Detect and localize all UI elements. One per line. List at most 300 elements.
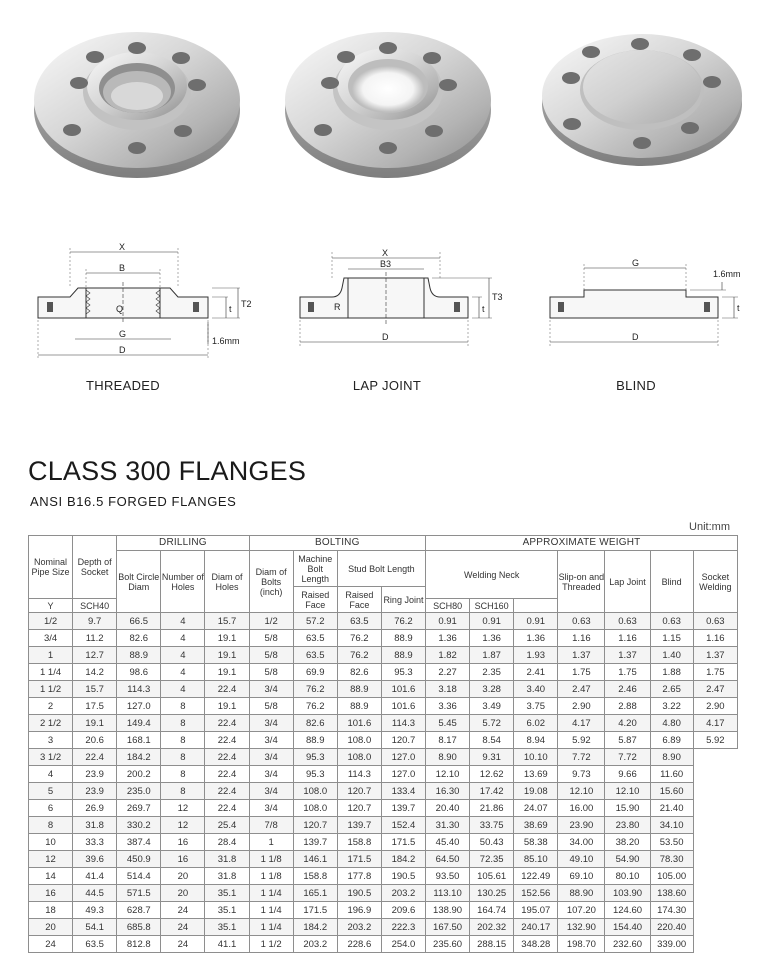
cell-wn-sch80: 9.31 [470,749,514,766]
cell-lap-joint-weight: 1.75 [605,664,650,681]
cell-nominal-size: 2 1/2 [29,715,73,732]
cell-stud-ring: 101.6 [381,698,425,715]
cell-wn-sch160: 38.69 [514,817,558,834]
cell-nominal-size: 5 [29,783,73,800]
cell-wn-sch80: 3.49 [470,698,514,715]
lap-joint-drawing [300,252,492,348]
cell-stud-raised: 108.0 [337,749,381,766]
cell-machine-bolt: 76.2 [293,698,337,715]
cell-hole-diam: 19.1 [205,630,249,647]
cell-blind-weight: 339.00 [650,936,693,953]
header-ring-joint: Ring Joint [381,587,425,613]
cell-stud-ring: 76.2 [381,613,425,630]
cell-stud-ring: 171.5 [381,834,425,851]
cell-wn-sch40: 16.30 [426,783,470,800]
cell-socket-depth: 63.5 [73,936,117,953]
cell-wn-sch160: 122.49 [514,868,558,885]
cell-wn-sch40: 31.30 [426,817,470,834]
cell-socket-depth: 44.5 [73,885,117,902]
cell-slip-on-weight: 132.90 [558,919,605,936]
cell-nominal-size: 4 [29,766,73,783]
cell-bolt-diam: 1 1/4 [249,885,293,902]
cell-lap-joint-weight: 54.90 [605,851,650,868]
header-number-of-holes: Number of Holes [161,551,205,613]
table-row [29,749,738,766]
cell-slip-on-weight: 1.75 [558,664,605,681]
cell-socket-weight: 5.92 [693,732,737,749]
cell-slip-on-weight: 1.16 [558,630,605,647]
cell-blind-weight: 21.40 [650,800,693,817]
cell-lap-joint-weight: 12.10 [605,783,650,800]
cell-lap-joint-weight: 80.10 [605,868,650,885]
dim-g: G [632,258,640,268]
cell-socket-depth: 54.1 [73,919,117,936]
cell-socket-weight: 1.75 [693,664,737,681]
cell-socket-weight: 0.63 [693,613,737,630]
cell-socket-weight: 2.90 [693,698,737,715]
cell-lap-joint-weight: 9.66 [605,766,650,783]
cell-machine-bolt: 88.9 [293,732,337,749]
cell-socket-depth: 22.4 [73,749,117,766]
cell-socket-weight: 2.47 [693,681,737,698]
page-title: CLASS 300 FLANGES [28,456,307,486]
cell-stud-raised: 88.9 [337,681,381,698]
cell-wn-sch40: 5.45 [426,715,470,732]
header-welding-neck: Welding Neck [426,551,558,599]
blind-drawing [550,264,738,348]
cell-wn-sch40: 235.60 [426,936,470,953]
cell-bolt-circle: 184.2 [117,749,161,766]
cell-stud-raised: 228.6 [337,936,381,953]
cell-wn-sch80: 1.36 [470,630,514,647]
cell-lap-joint-weight: 15.90 [605,800,650,817]
cell-blind-weight: 15.60 [650,783,693,800]
cell-hole-count: 24 [161,936,205,953]
blind-flange-photo [542,34,742,166]
cell-lap-joint-weight: 5.87 [605,732,650,749]
cell-wn-sch80: 72.35 [470,851,514,868]
cell-wn-sch40: 1.82 [426,647,470,664]
cell-slip-on-weight: 107.20 [558,902,605,919]
threaded-drawing [38,248,240,360]
cell-lap-joint-weight: 38.20 [605,834,650,851]
table-row [29,834,738,851]
cell-lap-joint-weight: 1.16 [605,630,650,647]
cell-wn-sch40: 3.18 [426,681,470,698]
table-row [29,902,738,919]
cell-machine-bolt: 108.0 [293,800,337,817]
cell-hole-diam: 35.1 [205,919,249,936]
table-row [29,800,738,817]
cell-wn-sch160: 19.08 [514,783,558,800]
cell-stud-ring: 209.6 [381,902,425,919]
cell-stud-ring: 127.0 [381,766,425,783]
table-row [29,868,738,885]
cell-bolt-diam: 1 1/8 [249,868,293,885]
cell-lap-joint-weight: 4.20 [605,715,650,732]
header-y: Y [29,599,73,613]
dim-x: X [382,248,389,258]
cell-socket-depth: 23.9 [73,766,117,783]
cell-nominal-size: 1/2 [29,613,73,630]
cell-wn-sch80: 164.74 [470,902,514,919]
cell-wn-sch160: 3.40 [514,681,558,698]
table-row [29,613,738,630]
cell-stud-raised: 120.7 [337,800,381,817]
cell-hole-count: 4 [161,647,205,664]
cell-wn-sch80: 1.87 [470,647,514,664]
cell-bolt-diam: 1 1/8 [249,851,293,868]
cell-wn-sch160: 10.10 [514,749,558,766]
header-bolting: BOLTING [249,536,425,551]
cell-bolt-circle: 571.5 [117,885,161,902]
cell-wn-sch160: 6.02 [514,715,558,732]
cell-slip-on-weight: 16.00 [558,800,605,817]
cell-lap-joint-weight: 23.80 [605,817,650,834]
cell-slip-on-weight: 2.90 [558,698,605,715]
cell-socket-weight: 4.17 [693,715,737,732]
cell-machine-bolt: 108.0 [293,783,337,800]
cell-socket-weight [693,800,737,817]
label-lap-joint: LAP JOINT [352,378,422,393]
table-row [29,681,738,698]
cell-stud-raised: 177.8 [337,868,381,885]
cell-wn-sch160: 24.07 [514,800,558,817]
cell-stud-ring: 127.0 [381,749,425,766]
table-row [29,817,738,834]
cell-slip-on-weight: 0.63 [558,613,605,630]
cell-machine-bolt: 63.5 [293,647,337,664]
cell-bolt-circle: 98.6 [117,664,161,681]
cell-hole-diam: 15.7 [205,613,249,630]
cell-wn-sch160: 0.91 [514,613,558,630]
lap-joint-flange-photo [285,32,491,178]
cell-slip-on-weight: 198.70 [558,936,605,953]
cell-wn-sch40: 8.90 [426,749,470,766]
cell-socket-depth: 12.7 [73,647,117,664]
table-row [29,630,738,647]
cell-blind-weight: 220.40 [650,919,693,936]
cell-stud-raised: 76.2 [337,647,381,664]
cell-socket-weight [693,902,737,919]
cell-wn-sch160: 240.17 [514,919,558,936]
cell-machine-bolt: 82.6 [293,715,337,732]
cell-nominal-size: 3 1/2 [29,749,73,766]
cell-socket-depth: 26.9 [73,800,117,817]
cell-socket-weight [693,885,737,902]
cell-slip-on-weight: 49.10 [558,851,605,868]
cell-bolt-circle: 685.8 [117,919,161,936]
cell-wn-sch80: 2.35 [470,664,514,681]
cell-blind-weight: 11.60 [650,766,693,783]
cell-hole-diam: 22.4 [205,681,249,698]
cell-nominal-size: 1 [29,647,73,664]
cell-wn-sch80: 33.75 [470,817,514,834]
cell-slip-on-weight: 7.72 [558,749,605,766]
dim-t: t [229,304,232,314]
cell-hole-count: 4 [161,681,205,698]
cell-stud-ring: 139.7 [381,800,425,817]
cell-hole-diam: 19.1 [205,647,249,664]
header-sch40: SCH40 [73,599,117,613]
cell-machine-bolt: 57.2 [293,613,337,630]
cell-nominal-size: 10 [29,834,73,851]
cell-nominal-size: 12 [29,851,73,868]
cell-bolt-diam: 5/8 [249,698,293,715]
cell-machine-bolt: 120.7 [293,817,337,834]
cell-machine-bolt: 63.5 [293,630,337,647]
cell-wn-sch40: 64.50 [426,851,470,868]
dim-g: G [119,329,127,339]
cell-nominal-size: 3/4 [29,630,73,647]
header-machine-raised-face: Raised Face [293,587,337,613]
cell-bolt-diam: 1 1/4 [249,902,293,919]
flange-type-labels [0,378,768,396]
cell-machine-bolt: 95.3 [293,766,337,783]
cell-slip-on-weight: 4.17 [558,715,605,732]
cell-slip-on-weight: 34.00 [558,834,605,851]
header-lap-joint: Lap Joint [605,551,650,613]
cell-stud-ring: 184.2 [381,851,425,868]
cell-stud-ring: 95.3 [381,664,425,681]
cell-blind-weight: 53.50 [650,834,693,851]
cell-wn-sch40: 1.36 [426,630,470,647]
cell-slip-on-weight: 1.37 [558,647,605,664]
cell-hole-diam: 35.1 [205,902,249,919]
cell-hole-diam: 22.4 [205,783,249,800]
cell-socket-depth: 14.2 [73,664,117,681]
cell-lap-joint-weight: 0.63 [605,613,650,630]
cell-blind-weight: 1.88 [650,664,693,681]
cell-hole-diam: 41.1 [205,936,249,953]
cell-hole-diam: 35.1 [205,885,249,902]
cell-nominal-size: 14 [29,868,73,885]
cell-nominal-size: 24 [29,936,73,953]
cell-socket-depth: 15.7 [73,681,117,698]
cell-bolt-diam: 3/4 [249,766,293,783]
cell-socket-depth: 11.2 [73,630,117,647]
cell-hole-count: 16 [161,851,205,868]
cell-wn-sch80: 288.15 [470,936,514,953]
cell-bolt-diam: 1 1/4 [249,919,293,936]
cell-wn-sch40: 3.36 [426,698,470,715]
flange-spec-table [28,535,738,953]
cell-lap-joint-weight: 2.88 [605,698,650,715]
cell-machine-bolt: 165.1 [293,885,337,902]
cell-slip-on-weight: 23.90 [558,817,605,834]
cell-hole-diam: 22.4 [205,715,249,732]
cell-nominal-size: 18 [29,902,73,919]
cell-wn-sch160: 152.56 [514,885,558,902]
cell-hole-diam: 28.4 [205,834,249,851]
cell-bolt-circle: 200.2 [117,766,161,783]
cell-hole-count: 4 [161,630,205,647]
threaded-flange-photo [34,32,240,178]
header-stud-bolt-length: Stud Bolt Length [337,551,425,587]
dim-d: D [632,332,639,342]
cell-hole-diam: 22.4 [205,732,249,749]
header-drilling: DRILLING [117,536,249,551]
cell-socket-depth: 19.1 [73,715,117,732]
page-subtitle: ANSI B16.5 FORGED FLANGES [30,494,237,509]
cell-bolt-diam: 5/8 [249,647,293,664]
cell-wn-sch40: 45.40 [426,834,470,851]
cell-blind-weight: 2.65 [650,681,693,698]
cell-socket-weight [693,817,737,834]
dim-t: t [482,304,485,314]
cell-wn-sch160: 58.38 [514,834,558,851]
cell-hole-diam: 25.4 [205,817,249,834]
header-bolt-circle-diam: Bolt Circle Diam [117,551,161,613]
cell-bolt-circle: 812.8 [117,936,161,953]
cell-stud-ring: 222.3 [381,919,425,936]
cell-hole-diam: 19.1 [205,698,249,715]
header-blind: Blind [650,551,693,613]
cell-stud-ring: 88.9 [381,647,425,664]
cell-wn-sch40: 12.10 [426,766,470,783]
cell-stud-ring: 114.3 [381,715,425,732]
cell-socket-weight [693,783,737,800]
cell-wn-sch160: 1.93 [514,647,558,664]
cell-nominal-size: 20 [29,919,73,936]
header-diam-of-holes: Diam of Holes [205,551,249,613]
cell-machine-bolt: 158.8 [293,868,337,885]
cell-wn-sch40: 0.91 [426,613,470,630]
cell-wn-sch40: 8.17 [426,732,470,749]
cell-hole-count: 4 [161,613,205,630]
cell-slip-on-weight: 69.10 [558,868,605,885]
header-machine-bolt-length: Machine Bolt Length [293,551,337,587]
cell-wn-sch160: 1.36 [514,630,558,647]
cell-blind-weight: 6.89 [650,732,693,749]
cell-hole-count: 8 [161,715,205,732]
cell-bolt-diam: 1 [249,834,293,851]
cell-bolt-circle: 235.0 [117,783,161,800]
cell-socket-depth: 31.8 [73,817,117,834]
dim-t3: T3 [492,292,503,302]
cell-bolt-diam: 5/8 [249,664,293,681]
cell-bolt-diam: 3/4 [249,749,293,766]
cell-stud-raised: 76.2 [337,630,381,647]
dim-t: t [737,303,740,313]
cell-bolt-circle: 450.9 [117,851,161,868]
cell-wn-sch80: 130.25 [470,885,514,902]
cell-hole-diam: 22.4 [205,749,249,766]
cell-wn-sch80: 202.32 [470,919,514,936]
dim-d: D [382,332,389,342]
header-slip-on-threaded: Slip-on and Threaded [558,551,605,613]
header-stud-raised-face: Raised Face [337,587,381,613]
cell-wn-sch40: 167.50 [426,919,470,936]
cell-stud-ring: 101.6 [381,681,425,698]
cell-nominal-size: 1 1/4 [29,664,73,681]
cell-wn-sch80: 17.42 [470,783,514,800]
cell-socket-weight [693,936,737,953]
table-row [29,732,738,749]
cell-blind-weight: 1.15 [650,630,693,647]
cell-wn-sch40: 113.10 [426,885,470,902]
table-row [29,698,738,715]
cell-machine-bolt: 184.2 [293,919,337,936]
dim-gap: 1.6mm [713,269,741,279]
cell-hole-count: 16 [161,834,205,851]
unit-label: Unit:mm [689,521,730,533]
cell-wn-sch80: 21.86 [470,800,514,817]
cell-hole-diam: 31.8 [205,868,249,885]
table-row [29,851,738,868]
cell-bolt-diam: 5/8 [249,630,293,647]
cell-socket-weight: 1.37 [693,647,737,664]
cell-blind-weight: 105.00 [650,868,693,885]
cell-socket-depth: 23.9 [73,783,117,800]
cell-stud-raised: 114.3 [337,766,381,783]
cell-socket-depth: 49.3 [73,902,117,919]
cell-stud-ring: 120.7 [381,732,425,749]
header-sch160: SCH160 [470,599,514,613]
cell-stud-raised: 190.5 [337,885,381,902]
header-sch80: SCH80 [426,599,470,613]
cell-wn-sch80: 50.43 [470,834,514,851]
table-row [29,647,738,664]
cell-stud-ring: 203.2 [381,885,425,902]
cell-hole-count: 24 [161,919,205,936]
cell-stud-raised: 158.8 [337,834,381,851]
cell-wn-sch80: 0.91 [470,613,514,630]
cell-nominal-size: 8 [29,817,73,834]
cell-machine-bolt: 69.9 [293,664,337,681]
cell-socket-depth: 41.4 [73,868,117,885]
cell-bolt-circle: 82.6 [117,630,161,647]
cell-nominal-size: 2 [29,698,73,715]
cell-bolt-circle: 66.5 [117,613,161,630]
flange-drawings [0,240,768,370]
dim-x: X [119,242,126,252]
cell-stud-ring: 190.5 [381,868,425,885]
cell-bolt-circle: 514.4 [117,868,161,885]
cell-bolt-circle: 114.3 [117,681,161,698]
table-row [29,664,738,681]
cell-machine-bolt: 146.1 [293,851,337,868]
cell-lap-joint-weight: 103.90 [605,885,650,902]
cell-blind-weight: 174.30 [650,902,693,919]
cell-bolt-circle: 387.4 [117,834,161,851]
cell-blind-weight: 0.63 [650,613,693,630]
cell-wn-sch80: 105.61 [470,868,514,885]
cell-machine-bolt: 171.5 [293,902,337,919]
cell-hole-count: 8 [161,766,205,783]
cell-blind-weight: 34.10 [650,817,693,834]
cell-stud-raised: 88.9 [337,698,381,715]
cell-bolt-diam: 1/2 [249,613,293,630]
cell-stud-ring: 152.4 [381,817,425,834]
cell-lap-joint-weight: 154.40 [605,919,650,936]
table-row [29,766,738,783]
cell-wn-sch80: 3.28 [470,681,514,698]
cell-stud-ring: 133.4 [381,783,425,800]
cell-slip-on-weight: 5.92 [558,732,605,749]
cell-bolt-circle: 269.7 [117,800,161,817]
cell-socket-weight [693,868,737,885]
header-diam-of-bolts: Diam of Bolts (inch) [249,551,293,613]
cell-hole-count: 8 [161,749,205,766]
cell-nominal-size: 3 [29,732,73,749]
cell-bolt-diam: 7/8 [249,817,293,834]
cell-wn-sch40: 20.40 [426,800,470,817]
cell-stud-raised: 139.7 [337,817,381,834]
cell-machine-bolt: 139.7 [293,834,337,851]
cell-socket-weight: 1.16 [693,630,737,647]
cell-bolt-circle: 88.9 [117,647,161,664]
